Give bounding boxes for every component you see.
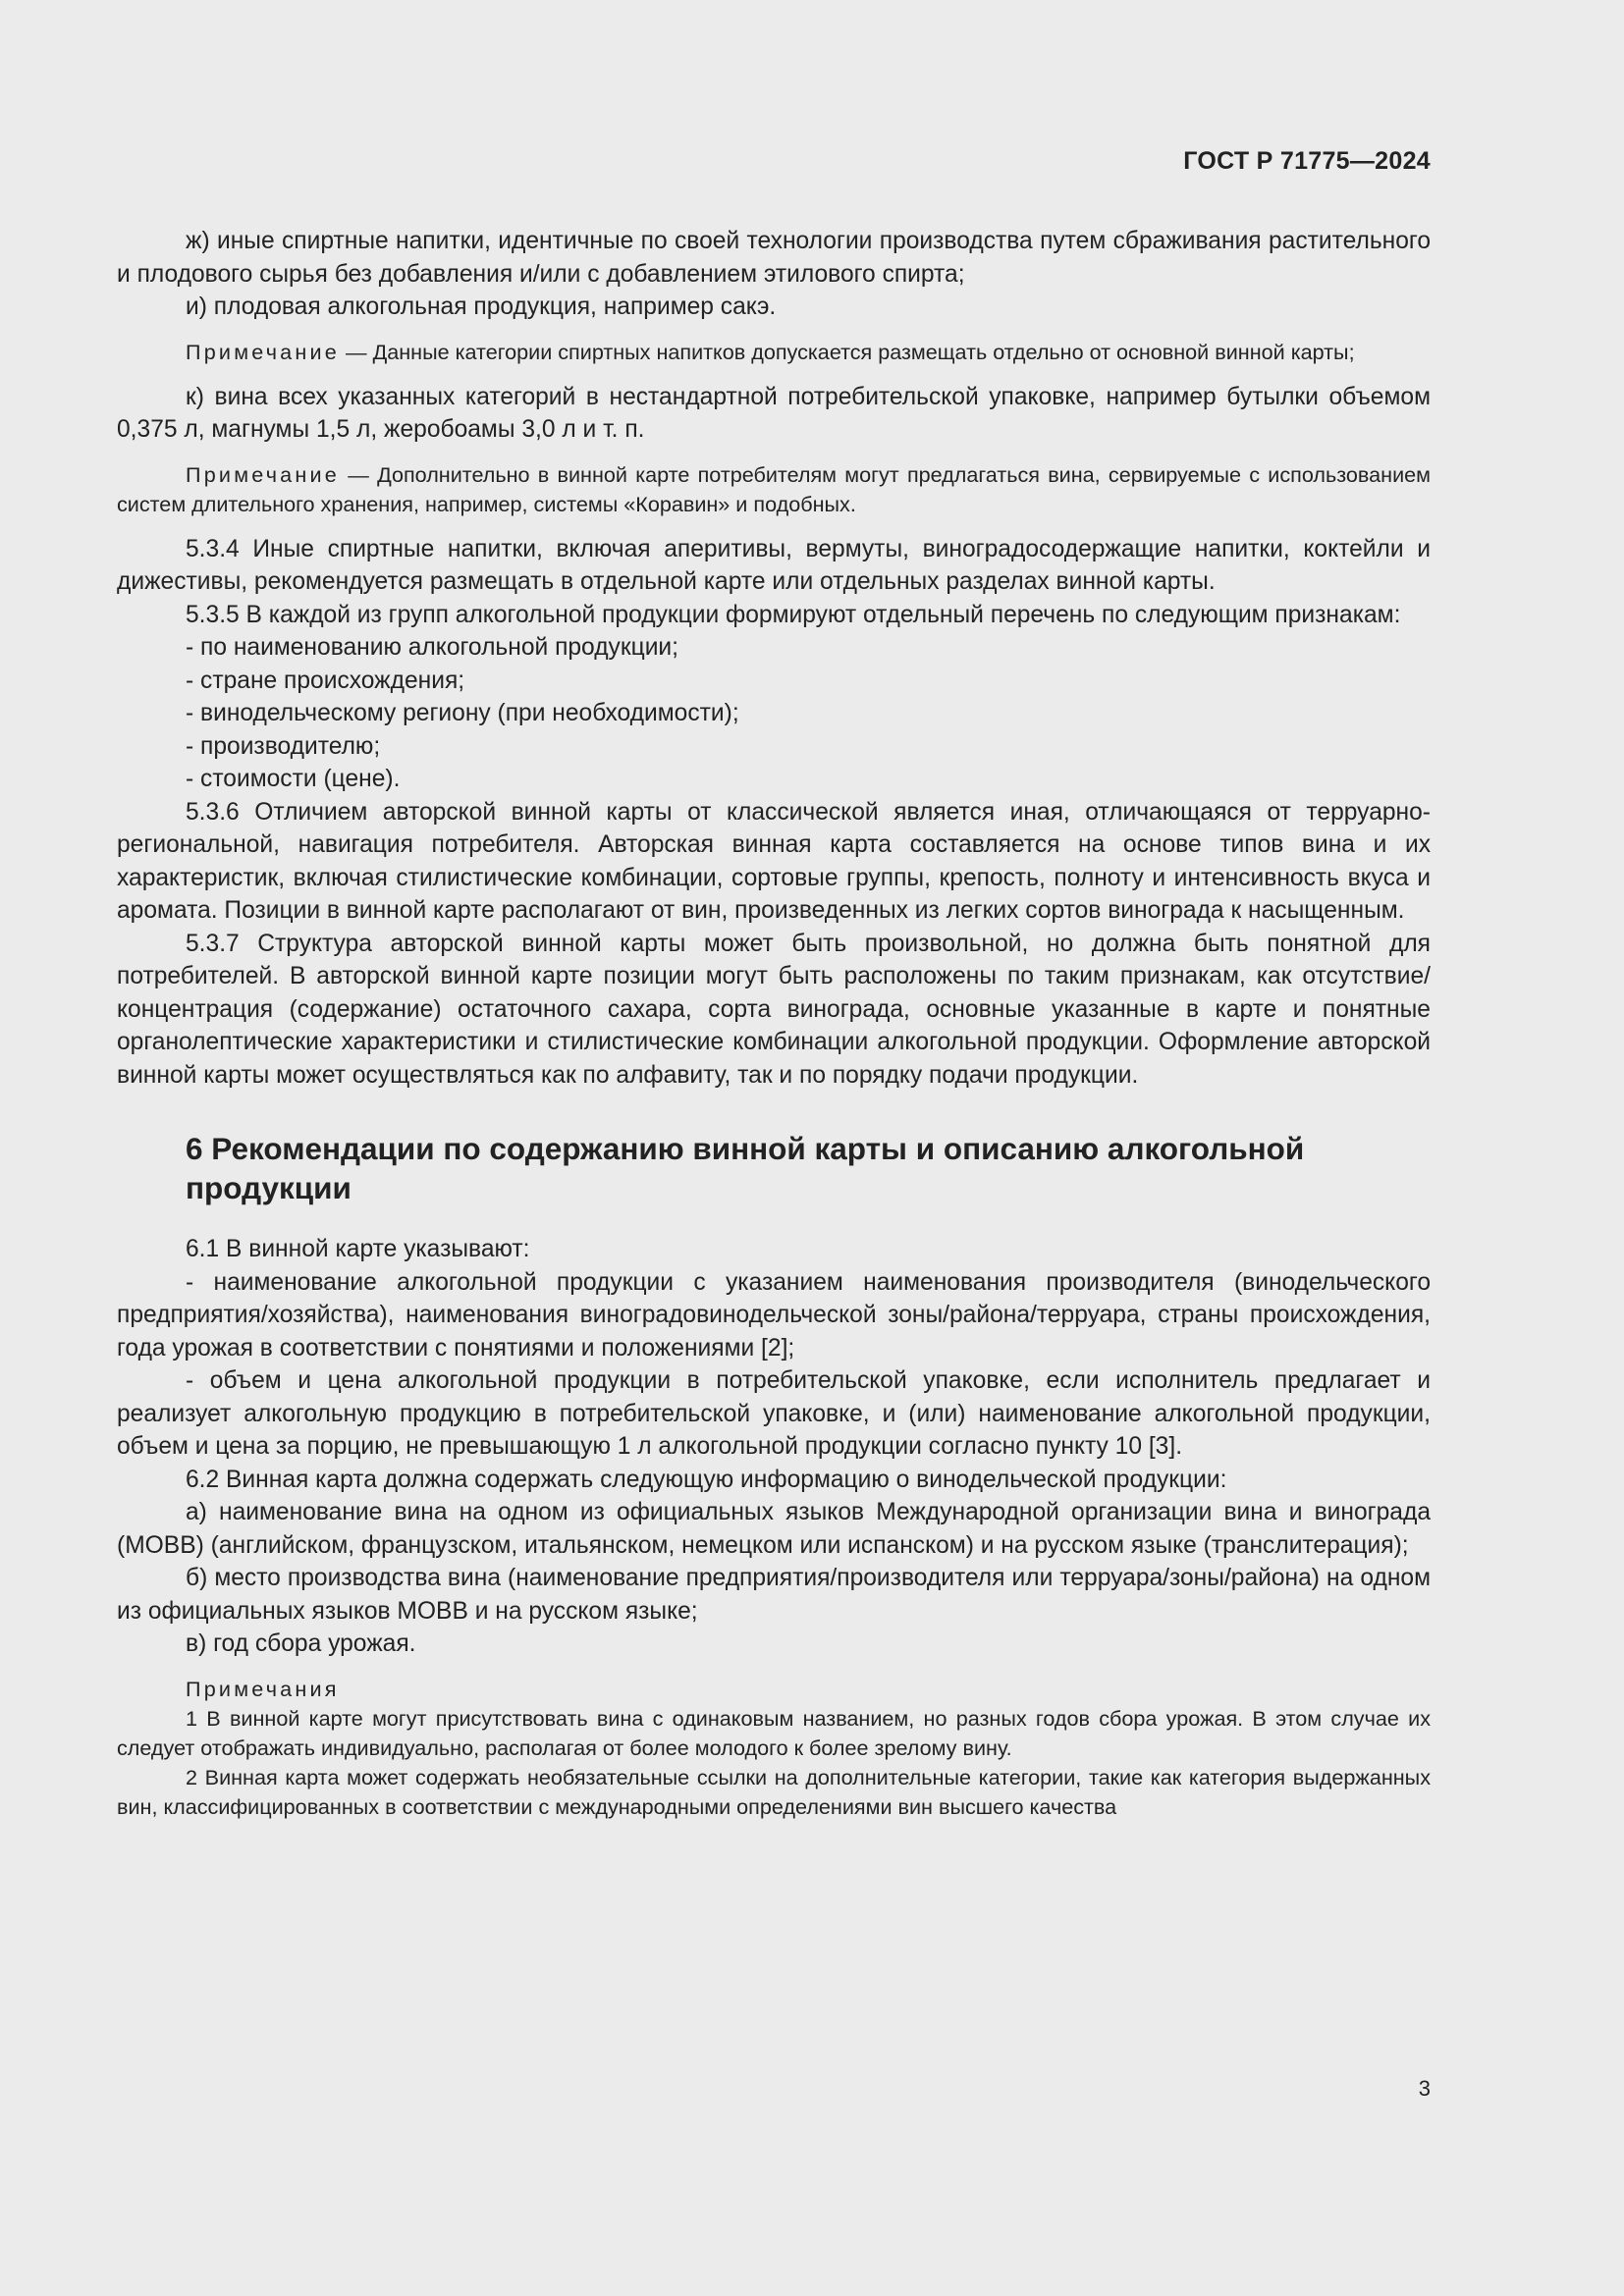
- clause-6-1: 6.1 В винной карте указывают:: [186, 1236, 530, 1262]
- note-2-label: Примечание: [186, 461, 340, 487]
- list-item: - винодельческому региону (при необходимости);: [186, 700, 739, 726]
- page-content: [117, 225, 1431, 1822]
- document-id-header: ГОСТ Р 71775—2024: [1183, 147, 1431, 175]
- clause-6-1-item-1: - наименование алкогольной продукции с указанием наименования производителя (винодельческого предприятия/хозяйства), наименования виноградовинодельческой зоны/района/терруара, страны происхождения, года урожая в соответствии с понятиями и положениями [2];: [117, 1268, 1431, 1362]
- clause-6-1-item-2: - объем и цена алкогольной продукции в потребительской упаковке, если исполнитель предлагает и реализует алкогольную продукцию в потребительской упаковке, и (или) наименование алкогольной продукции, объем и цена за порцию, не превышающую 1 л алкогольной продукции согласно пункту 10 [3].: [117, 1367, 1431, 1460]
- paragraph-i: и) плодовая алкогольная продукция, например сакэ.: [186, 294, 777, 320]
- notes-heading: [117, 1675, 1431, 1704]
- paragraph-k: к) вина всех указанных категорий в нестандартной потребительской упаковке, например бутылки объемом 0,375 л, магнумы 1,5 л, жеробоамы 3,0 л и т. п.: [117, 383, 1431, 443]
- note-2: [117, 460, 1431, 519]
- note-item-2: 2 Винная карта может содержать необязательные ссылки на дополнительные категории, такие как категория выдержанных вин, классифицированных в соответствии с международными определениями вин высшего качества: [117, 1764, 1431, 1819]
- page-number: 3: [1418, 2076, 1431, 2101]
- clause-6-2: 6.2 Винная карта должна содержать следующую информацию о винодельческой продукции:: [186, 1466, 1227, 1493]
- document-page: [117, 0, 1431, 2296]
- clause-5-3-7: 5.3.7 Структура авторской винной карты может быть произвольной, но должна быть понятной для потребителей. В авторской винной карте позиции могут быть расположены по таким признакам, как отсутствие/концентрация (содержание) остаточного сахара, сорта винограда, основные указанные в карте и понятные органолептические характеристики и стилистические комбинации алкогольной продукции. Оформление авторской винной карты может осуществляться как по алфавиту, так и по порядку подачи продукции.: [117, 930, 1431, 1089]
- list-item: - стране происхождения;: [186, 667, 465, 694]
- list-item: - по наименованию алкогольной продукции;: [186, 634, 678, 661]
- note-1: [117, 338, 1431, 367]
- clause-6-2-item-v: в) год сбора урожая.: [186, 1630, 416, 1657]
- section-6-heading: 6 Рекомендации по содержанию винной карты и описанию алкогольной продукции: [186, 1131, 1305, 1205]
- clause-5-3-4: 5.3.4 Иные спиртные напитки, включая аперитивы, вермуты, виноградосодержащие напитки, коктейли и дижестивы, рекомендуется размещать в отдельной карте или отдельных разделах винной карты.: [117, 535, 1431, 595]
- clause-6-2-item-a: а) наименование вина на одном из официальных языков Международной организации вина и винограда (МОВВ) (английском, французском, итальянском, немецком или испанском) и на русском языке (транслитерация);: [117, 1499, 1431, 1559]
- list-item: - производителю;: [186, 732, 381, 760]
- note-1-label: Примечание: [186, 339, 340, 364]
- notes-label: Примечания: [186, 1676, 340, 1701]
- clause-5-3-5: 5.3.5 В каждой из групп алкогольной продукции формируют отдельный перечень по следующим признакам:: [186, 601, 1401, 628]
- note-item-1: 1 В винной карте могут присутствовать вина с одинаковым названием, но разных годов сбора урожая. В этом случае их следует отображать индивидуально, располагая от более молодого к более зрелому вину.: [117, 1705, 1431, 1760]
- paragraph-zh: ж) иные спиртные напитки, идентичные по своей технологии производства путем сбраживания растительного и плодового сырья без добавления и/или с добавлением этилового спирта;: [117, 228, 1431, 288]
- clause-5-3-6: 5.3.6 Отличием авторской винной карты от классической является иная, отличающаяся от терруарно-региональной, навигация потребителя. Авторская винная карта составляется на основе типов вина и их характеристик, включая стилистические комбинации, сортовые группы, крепость, полноту и интенсивность вкуса и аромата. Позиции в винной карте располагают от вин, произведенных из легких сортов винограда к насыщенным.: [117, 798, 1431, 924]
- list-item: - стоимости (цене).: [186, 766, 401, 792]
- clause-6-2-item-b: б) место производства вина (наименование предприятия/производителя или терруара/зоны/района) на одном из официальных языков МОВВ и на русском языке;: [117, 1565, 1431, 1625]
- note-1-text: — Данные категории спиртных напитков допускается размещать отдельно от основной винной карты;: [340, 339, 1355, 364]
- note-2-text: — Дополнительно в винной карте потребителям могут предлагаться вина, сервируемые с использованием систем длительного хранения, например, системы «Коравин» и подобных.: [117, 461, 1431, 516]
